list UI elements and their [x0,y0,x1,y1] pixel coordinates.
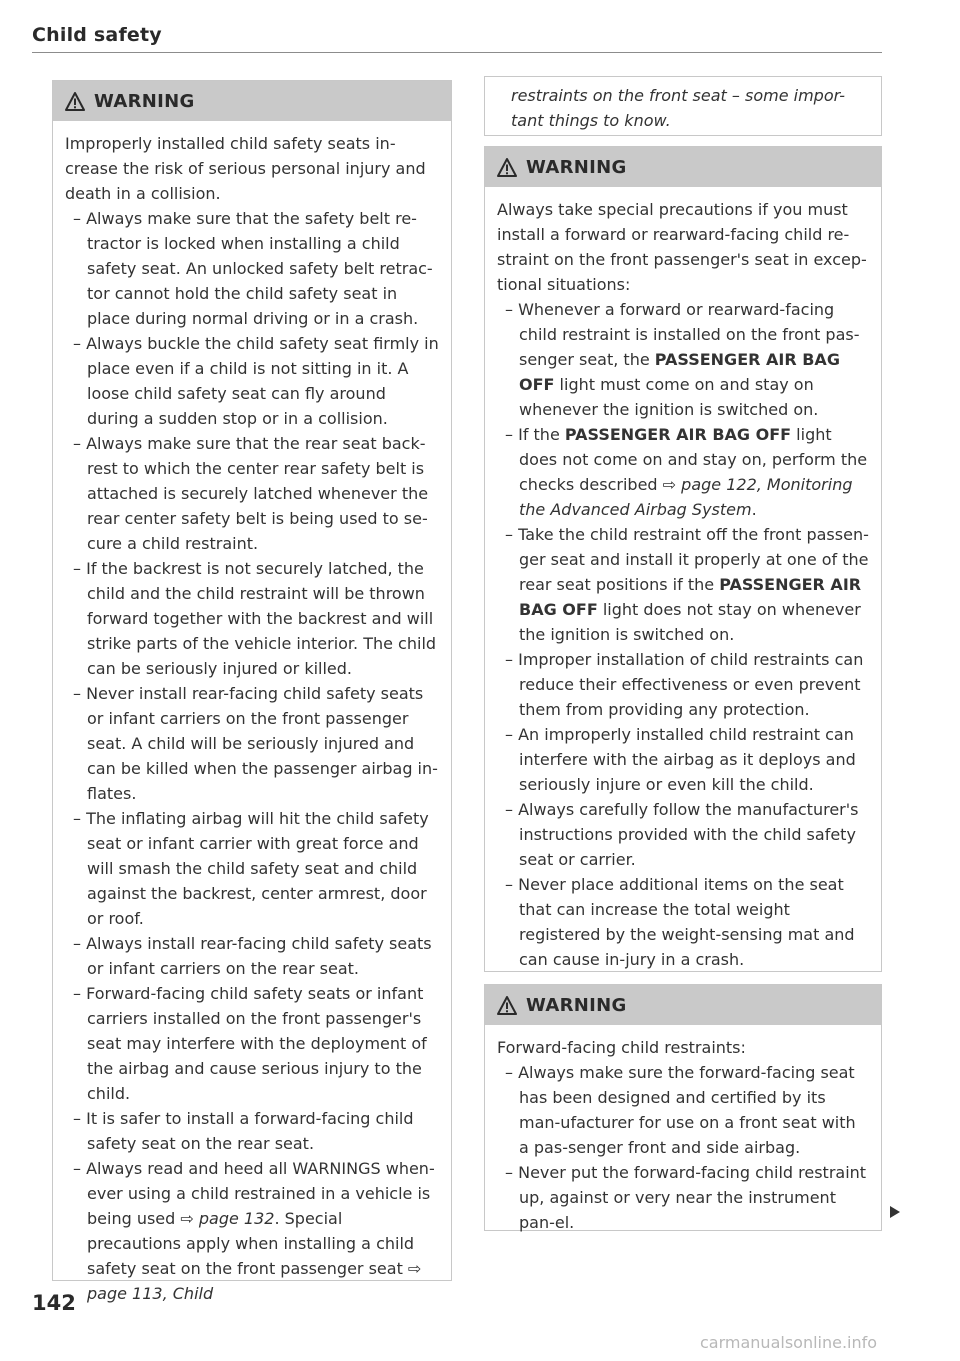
indicator-label: PASSENGER AIR BAG OFF [564,425,792,444]
list-item: – Always make sure the forward-facing seat has been designed and certified by its man-ufacturer for use on a front seat with a pas-senger front and side airbag. [497,1060,869,1160]
left-warning-box [52,80,452,1303]
right-warning-box-1 [484,146,882,972]
list-item [497,422,869,522]
warning-header [53,81,451,121]
continuation-box [484,76,882,136]
list-item: – Forward-facing child safety seats or infant carriers installed on the front passenger's seat may interfere with the deployment of the airbag and cause serious injury to the child. [65,981,439,1106]
list-item: – Improper installation of child restraints can reduce their effectiveness or even prevent them from providing any protection. [497,647,869,722]
item-text: light does not stay on whenever the ignition is switched on. [519,600,861,644]
list-item: – Always make sure that the rear seat back-rest to which the center rear safety belt is attached is securely latched whenever the rear center safety belt is being used to se-cure a child restraint. [65,431,439,556]
list-item: – Always carefully follow the manufacturer's instructions provided with the child safety seat or carrier. [497,797,869,872]
warning-header [485,147,881,187]
list-item: – An improperly installed child restraint can interfere with the airbag as it deploys and seriously injure or even kill the child. [497,722,869,797]
warning-intro: Improperly installed child safety seats in-crease the risk of serious personal injury and death in a collision. [65,134,426,203]
item-text: Whenever a forward or rearward-facing child restraint is installed on the front pas-senger seat, the [518,300,860,369]
list-item: – Always install rear-facing child safety seats or infant carriers on the rear seat. [65,931,439,981]
list-item: – Never put the forward-facing child restraint up, against or very near the instrument pan-el. [497,1160,869,1235]
list-item [497,297,869,422]
warning-title: WARNING [526,994,627,1016]
page-number: 142 [32,1291,76,1315]
header-divider [32,52,882,53]
indicator-label: PASSENGER AIR BAG OFF [519,350,840,394]
item-text: light does not come on and stay on, perform the checks described [519,425,868,494]
section-title: Child safety [32,24,162,46]
watermark-text: carmanualsonline.info [700,1333,878,1352]
item-text: . Special precautions apply when installing a child safety seat on the front passenger seat [87,1209,415,1278]
list-item: – It is safer to install a forward-facing child safety seat on the rear seat. [65,1106,439,1156]
warning-intro: Forward-facing child restraints: [497,1038,746,1057]
page-reference-link[interactable]: ⇨ page 132 [180,1209,275,1228]
list-item: – Never install rear-facing child safety seats or infant carriers on the front passenger seat. A child will be seriously injured and can be killed when the passenger airbag in-flates. [65,681,439,806]
list-item: – The inflating airbag will hit the child safety seat or infant carrier with great force and will smash the child safety seat and child against the backrest, center armrest, door or roof. [65,806,439,931]
item-text: Take the child restraint off the front passen-ger seat and install it properly at one of the rear seat positions if the [518,525,869,594]
continuation-text: restraints on the front seat – some impor-tant things to know. [511,86,846,130]
warning-body [485,1025,881,1245]
continue-arrow-icon [890,1206,900,1218]
right-warning-box-2 [484,984,882,1231]
warning-body [53,121,451,1316]
list-item: – If the backrest is not securely latched, the child and the child restraint will be thrown forward together with the backrest and will strike parts of the vehicle interior. The child can be seriously injured or killed. [65,556,439,681]
warning-body [485,187,881,982]
warning-header [485,985,881,1025]
item-text: light must come on and stay on whenever the ignition is switched on. [519,375,819,419]
list-item: – Always make sure that the safety belt re-tractor is locked when installing a child safety seat. An unlocked safety belt retrac-tor cannot hold the child safety seat in place during normal driving or in a crash. [65,206,439,331]
indicator-label: PASSENGER AIR BAG OFF [519,575,862,619]
list-item: – Never place additional items on the seat that can increase the total weight registered by the weight-sensing mat and can cause in-jury in a crash. [497,872,869,972]
list-item [65,1156,439,1306]
warning-title: WARNING [526,156,627,178]
warning-intro: Always take special precautions if you must install a forward or rearward-facing child re-straint on the front passenger's seat in excep-tional situations: [497,200,867,294]
item-text: If the [518,425,565,444]
warning-list [497,297,869,972]
item-text: . [751,500,757,519]
page-reference-link[interactable]: ⇨ page 113, Child [87,1259,422,1303]
warning-title: WARNING [94,90,195,112]
list-item [497,522,869,647]
warning-list [65,206,439,1306]
list-item: – Always buckle the child safety seat firmly in place even if a child is not sitting in it. A loose child safety seat can fly around during a sudden stop or in a collision. [65,331,439,431]
item-text: Always read and heed all WARNINGS when-ever using a child restrained in a vehicle is being used [86,1159,435,1228]
warning-list [497,1060,869,1235]
warning-triangle-icon [497,996,517,1015]
warning-triangle-icon [65,92,85,111]
warning-triangle-icon [497,158,517,177]
page-reference-link[interactable]: ⇨ page 122, Monitoring the Advanced Airbag System [519,475,853,519]
